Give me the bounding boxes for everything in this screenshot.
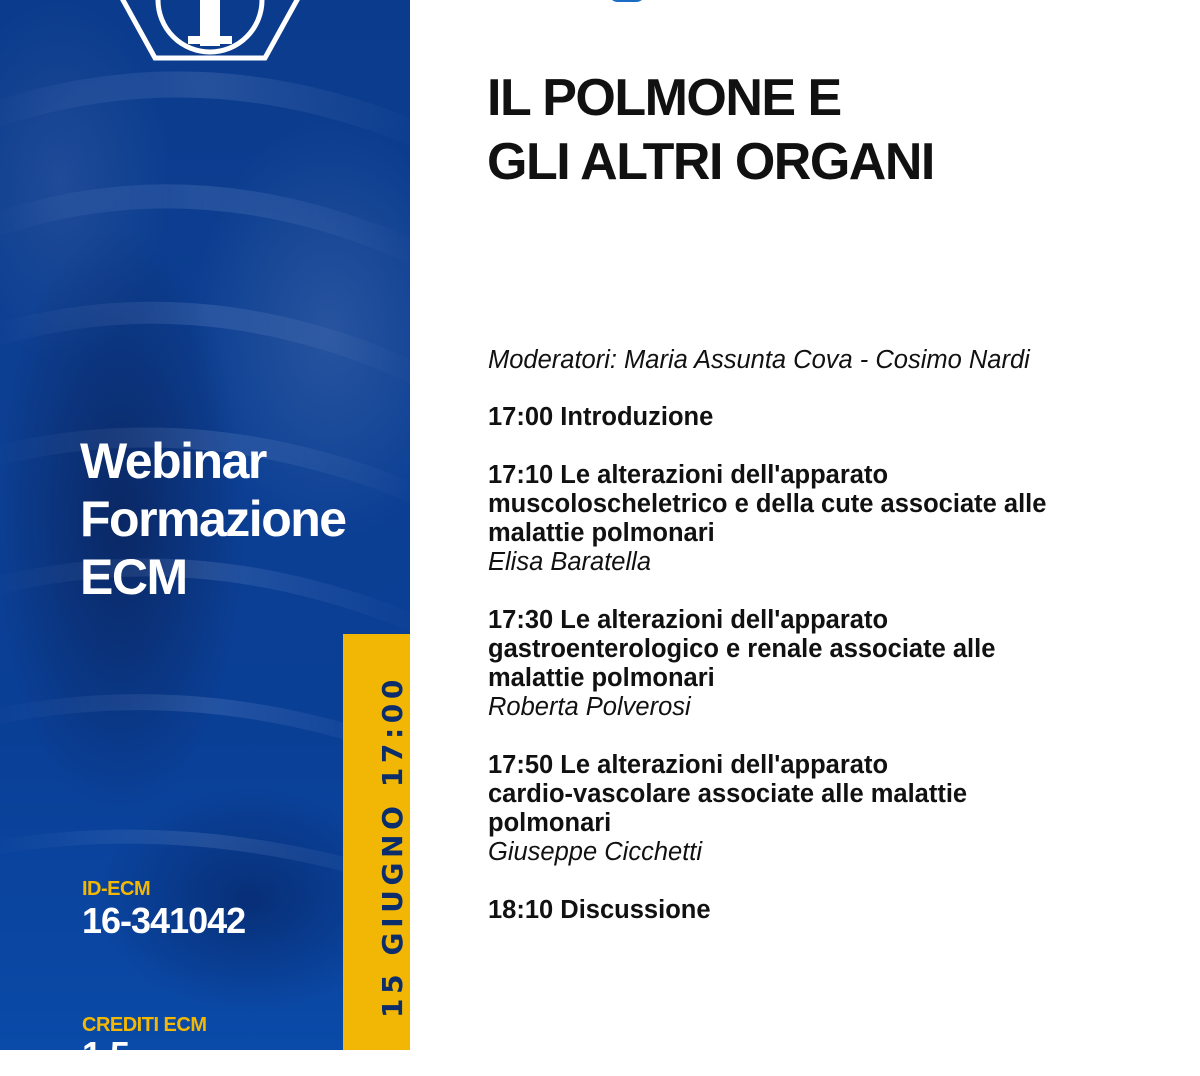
- webinar-title: [80, 432, 346, 606]
- event-title: [487, 66, 934, 194]
- program-item-title: [488, 403, 1168, 432]
- program-item-speaker: Roberta Polverosi: [488, 693, 691, 721]
- society-emblem-icon: [100, 0, 320, 60]
- program-item-title-line: 17:10 Le alterazioni dell'apparato: [488, 461, 889, 489]
- program-item-title: [488, 606, 1168, 693]
- webinar-title-line: Webinar: [80, 433, 266, 489]
- program-item-title: [488, 896, 1168, 925]
- program-list: [488, 346, 1168, 954]
- id-ecm-value: 16-341042: [82, 900, 246, 941]
- program-item-title-line: muscoloscheletrico e della cute associate alle: [488, 490, 1047, 518]
- event-title-line: GLI ALTRI ORGANI: [487, 133, 934, 191]
- program-item-title-line: cardio-vascolare associate alle malattie: [488, 780, 968, 808]
- program-item: [488, 403, 1168, 432]
- event-title-line: IL POLMONE E: [487, 69, 841, 127]
- program-item-title-line: malattie polmonari: [488, 519, 715, 547]
- crediti-ecm-label: CREDITI ECM: [82, 1014, 207, 1036]
- webinar-title-line: ECM: [80, 549, 187, 605]
- program-item-title-line: 17:30 Le alterazioni dell'apparato: [488, 606, 889, 634]
- webinar-title-line: Formazione: [80, 491, 346, 547]
- program-item-title-line: 18:10 Discussione: [488, 896, 711, 924]
- program-item-title-line: 17:00 Introduzione: [488, 403, 714, 431]
- event-date-time: 15 GIUGNO 17:00: [376, 675, 409, 1018]
- program-item-title-line: polmonari: [488, 809, 612, 837]
- program-item-title: [488, 461, 1168, 548]
- id-ecm-label: ID-ECM: [82, 878, 151, 900]
- program-item: [488, 896, 1168, 925]
- moderators-line: Moderatori: Maria Assunta Cova - Cosimo Nardi: [488, 346, 1030, 374]
- program-item-title: [488, 751, 1168, 838]
- program-item-title-line: 17:50 Le alterazioni dell'apparato: [488, 751, 889, 779]
- program-item: [488, 461, 1168, 577]
- program-item-title-line: gastroenterologico e renale associate alle: [488, 635, 996, 663]
- program-item: [488, 606, 1168, 722]
- program-item-speaker: Elisa Baratella: [488, 548, 651, 576]
- program-item: [488, 751, 1168, 867]
- program-item-title-line: malattie polmonari: [488, 664, 715, 692]
- left-sidebar: [0, 0, 410, 1075]
- program-item-speaker: Giuseppe Cicchetti: [488, 838, 703, 866]
- crediti-ecm-value: 1,5: [82, 1034, 130, 1075]
